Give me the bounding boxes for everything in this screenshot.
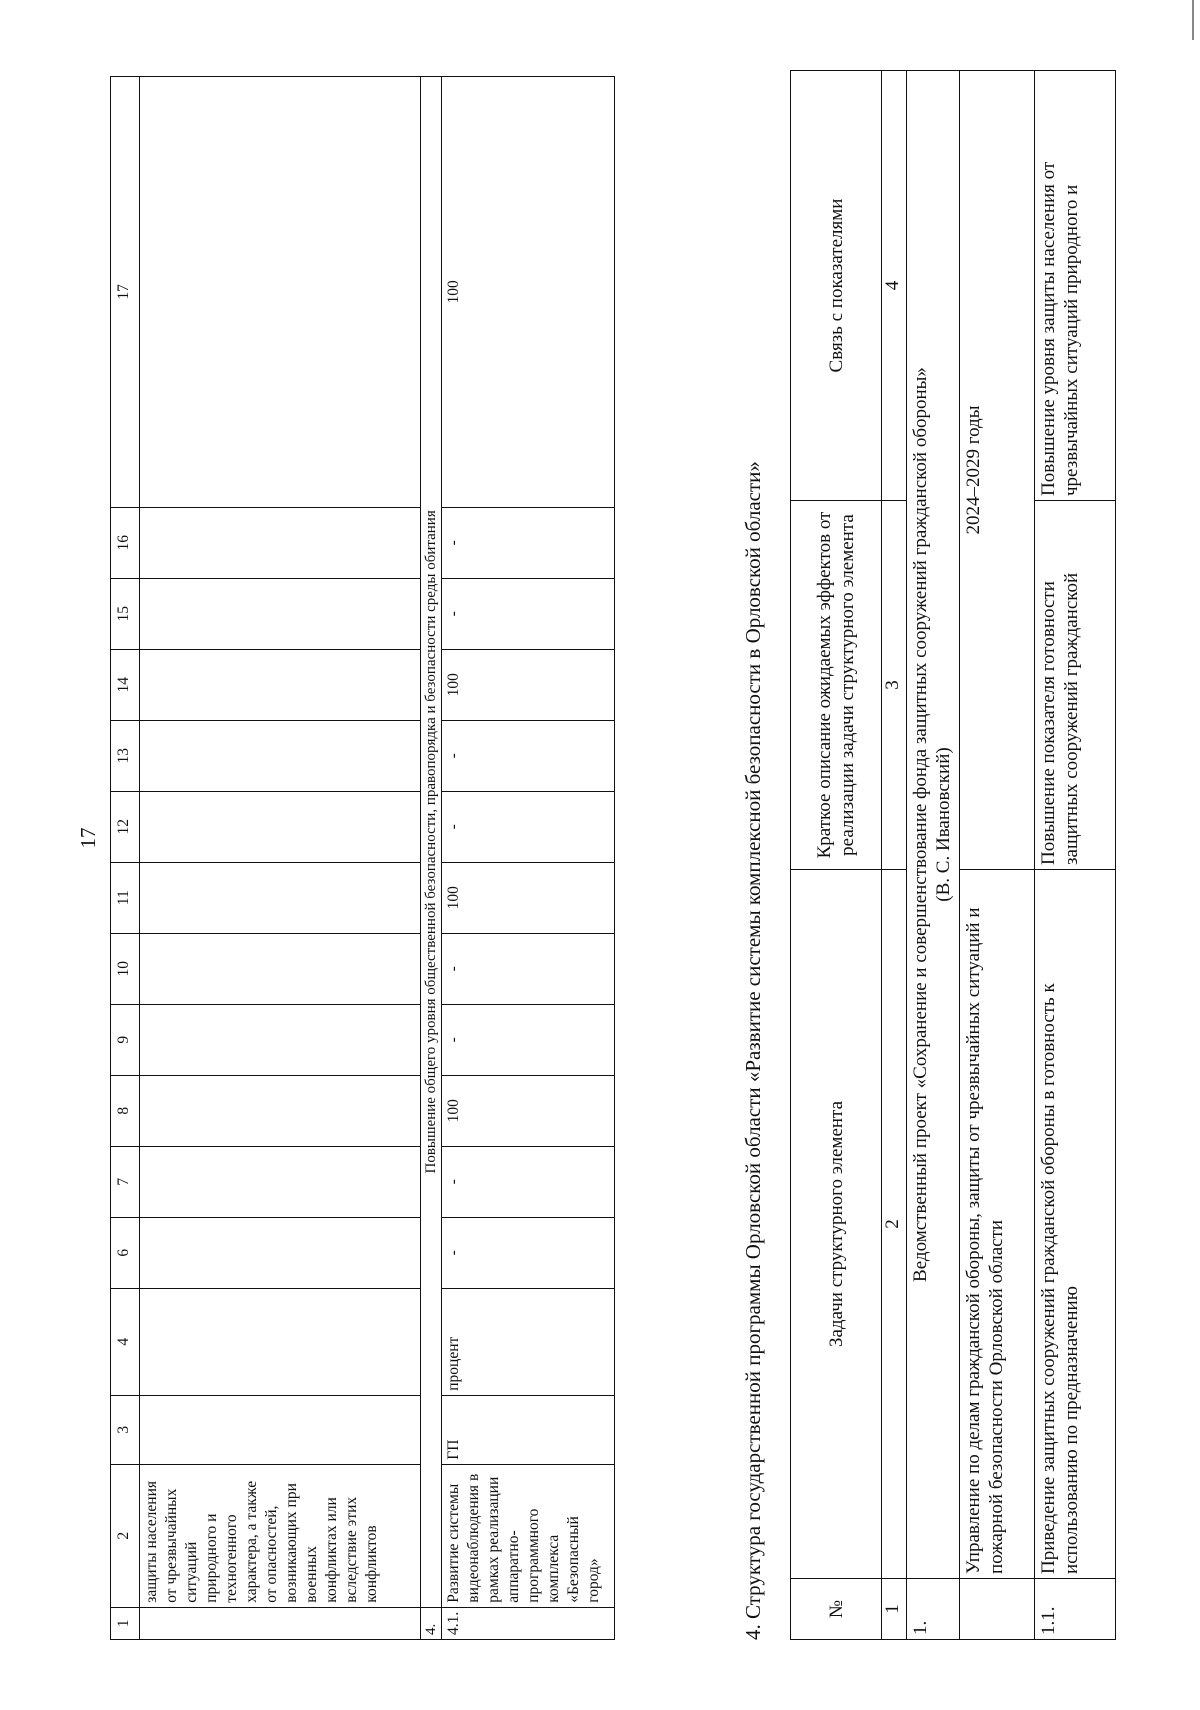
task-link: Повышение уровня защиты населения от чрезвычайных ситуаций природного и <box>1035 71 1116 501</box>
cell-empty <box>140 1607 421 1639</box>
structure-header-row <box>791 71 882 1640</box>
header-cell: 9 <box>111 1004 140 1075</box>
header-tasks: Задачи структурного элемента <box>791 870 882 1579</box>
indicators-table <box>110 76 615 1640</box>
header-cell: 3 <box>111 1395 140 1464</box>
section-number: 4. <box>421 1607 442 1639</box>
value-cell: - <box>442 578 615 649</box>
project-title: Ведомственный проект «Сохранение и совершенствование фонда защитных сооружений гражданской обороны» <box>910 367 931 1282</box>
header-cell: 17 <box>111 77 140 508</box>
indicator-name-continued: защиты населения от чрезвычайных ситуаций природного и техногенного характера, а также от опасностей, возникающих при военных конфликтах или вследствие этих конфликтов <box>140 1464 421 1607</box>
value-cell: 100 <box>442 77 615 508</box>
indicators-header-row <box>111 77 140 1640</box>
indicator-unit: процент <box>442 1288 615 1395</box>
project-person: (В. С. Ивановский) <box>933 747 954 902</box>
table-row <box>140 77 421 1640</box>
project-number: 1. <box>907 1579 960 1640</box>
header-num: № <box>791 1579 882 1640</box>
value-cell: 100 <box>442 862 615 933</box>
indicator-name: Развитие системы видеонаблюдения в рамках реализации аппаратно-программного комплекса «Безопасный город» <box>442 1464 615 1607</box>
indicator-level: ГП <box>442 1395 615 1464</box>
section-row <box>421 77 442 1640</box>
structure-table <box>790 70 1116 1640</box>
value-cell: - <box>442 791 615 862</box>
header-cell: 16 <box>111 507 140 578</box>
scan-edge-mark <box>1192 0 1194 40</box>
table-row <box>442 77 615 1640</box>
task-row <box>1035 71 1116 1640</box>
period: 2024–2029 годы <box>960 71 1035 870</box>
header-cell: 12 <box>111 791 140 862</box>
header-cell: 2 <box>111 1464 140 1607</box>
header-cell: 10 <box>111 933 140 1004</box>
value-cell: 100 <box>442 649 615 720</box>
project-row <box>907 71 960 1640</box>
project-cell <box>907 71 960 1579</box>
column-number: 4 <box>882 71 907 501</box>
value-cell: - <box>442 1146 615 1217</box>
value-cell: 100 <box>442 1075 615 1146</box>
responsible-row <box>960 71 1035 1640</box>
header-cell: 15 <box>111 578 140 649</box>
section-heading: 4. Структура государственной программы Орловской области «Развитие системы комплексной безопасности в Орловской области» <box>741 461 765 1640</box>
page-number: 17 <box>76 827 100 849</box>
column-number: 1 <box>882 1579 907 1640</box>
column-number: 3 <box>882 501 907 870</box>
header-cell: 11 <box>111 862 140 933</box>
section-title: Повышение общего уровня общественной безопасности, правопорядка и безопасности среды обитания <box>421 77 442 1608</box>
task-text: Приведение защитных сооружений гражданской обороны в готовность к использованию по предназначению <box>1035 870 1116 1579</box>
rotated-page <box>0 30 1200 1680</box>
row-number: 4.1. <box>442 1607 615 1639</box>
value-cell: - <box>442 1004 615 1075</box>
header-cell: 14 <box>111 649 140 720</box>
header-cell: 6 <box>111 1217 140 1288</box>
header-cell: 7 <box>111 1146 140 1217</box>
header-cell: 8 <box>111 1075 140 1146</box>
header-cell: 1 <box>111 1607 140 1639</box>
column-numbers-row <box>882 71 907 1640</box>
value-cell: - <box>442 507 615 578</box>
value-cell: - <box>442 933 615 1004</box>
header-cell: 4 <box>111 1288 140 1395</box>
header-cell: 13 <box>111 720 140 791</box>
task-effect: Повышение показателя готовности защитных сооружений гражданской <box>1035 501 1116 870</box>
value-cell: - <box>442 720 615 791</box>
cell-empty <box>960 1579 1035 1640</box>
responsible-body: Управление по делам гражданской обороны, защиты от чрезвычайных ситуаций и пожарной безопасности Орловской области <box>960 870 1035 1579</box>
header-effects: Краткое описание ожидаемых эффектов от реализации задачи структурного элемента <box>791 501 882 870</box>
value-cell: - <box>442 1217 615 1288</box>
column-number: 2 <box>882 870 907 1579</box>
header-link: Связь с показателями <box>791 71 882 501</box>
task-number: 1.1. <box>1035 1579 1116 1640</box>
